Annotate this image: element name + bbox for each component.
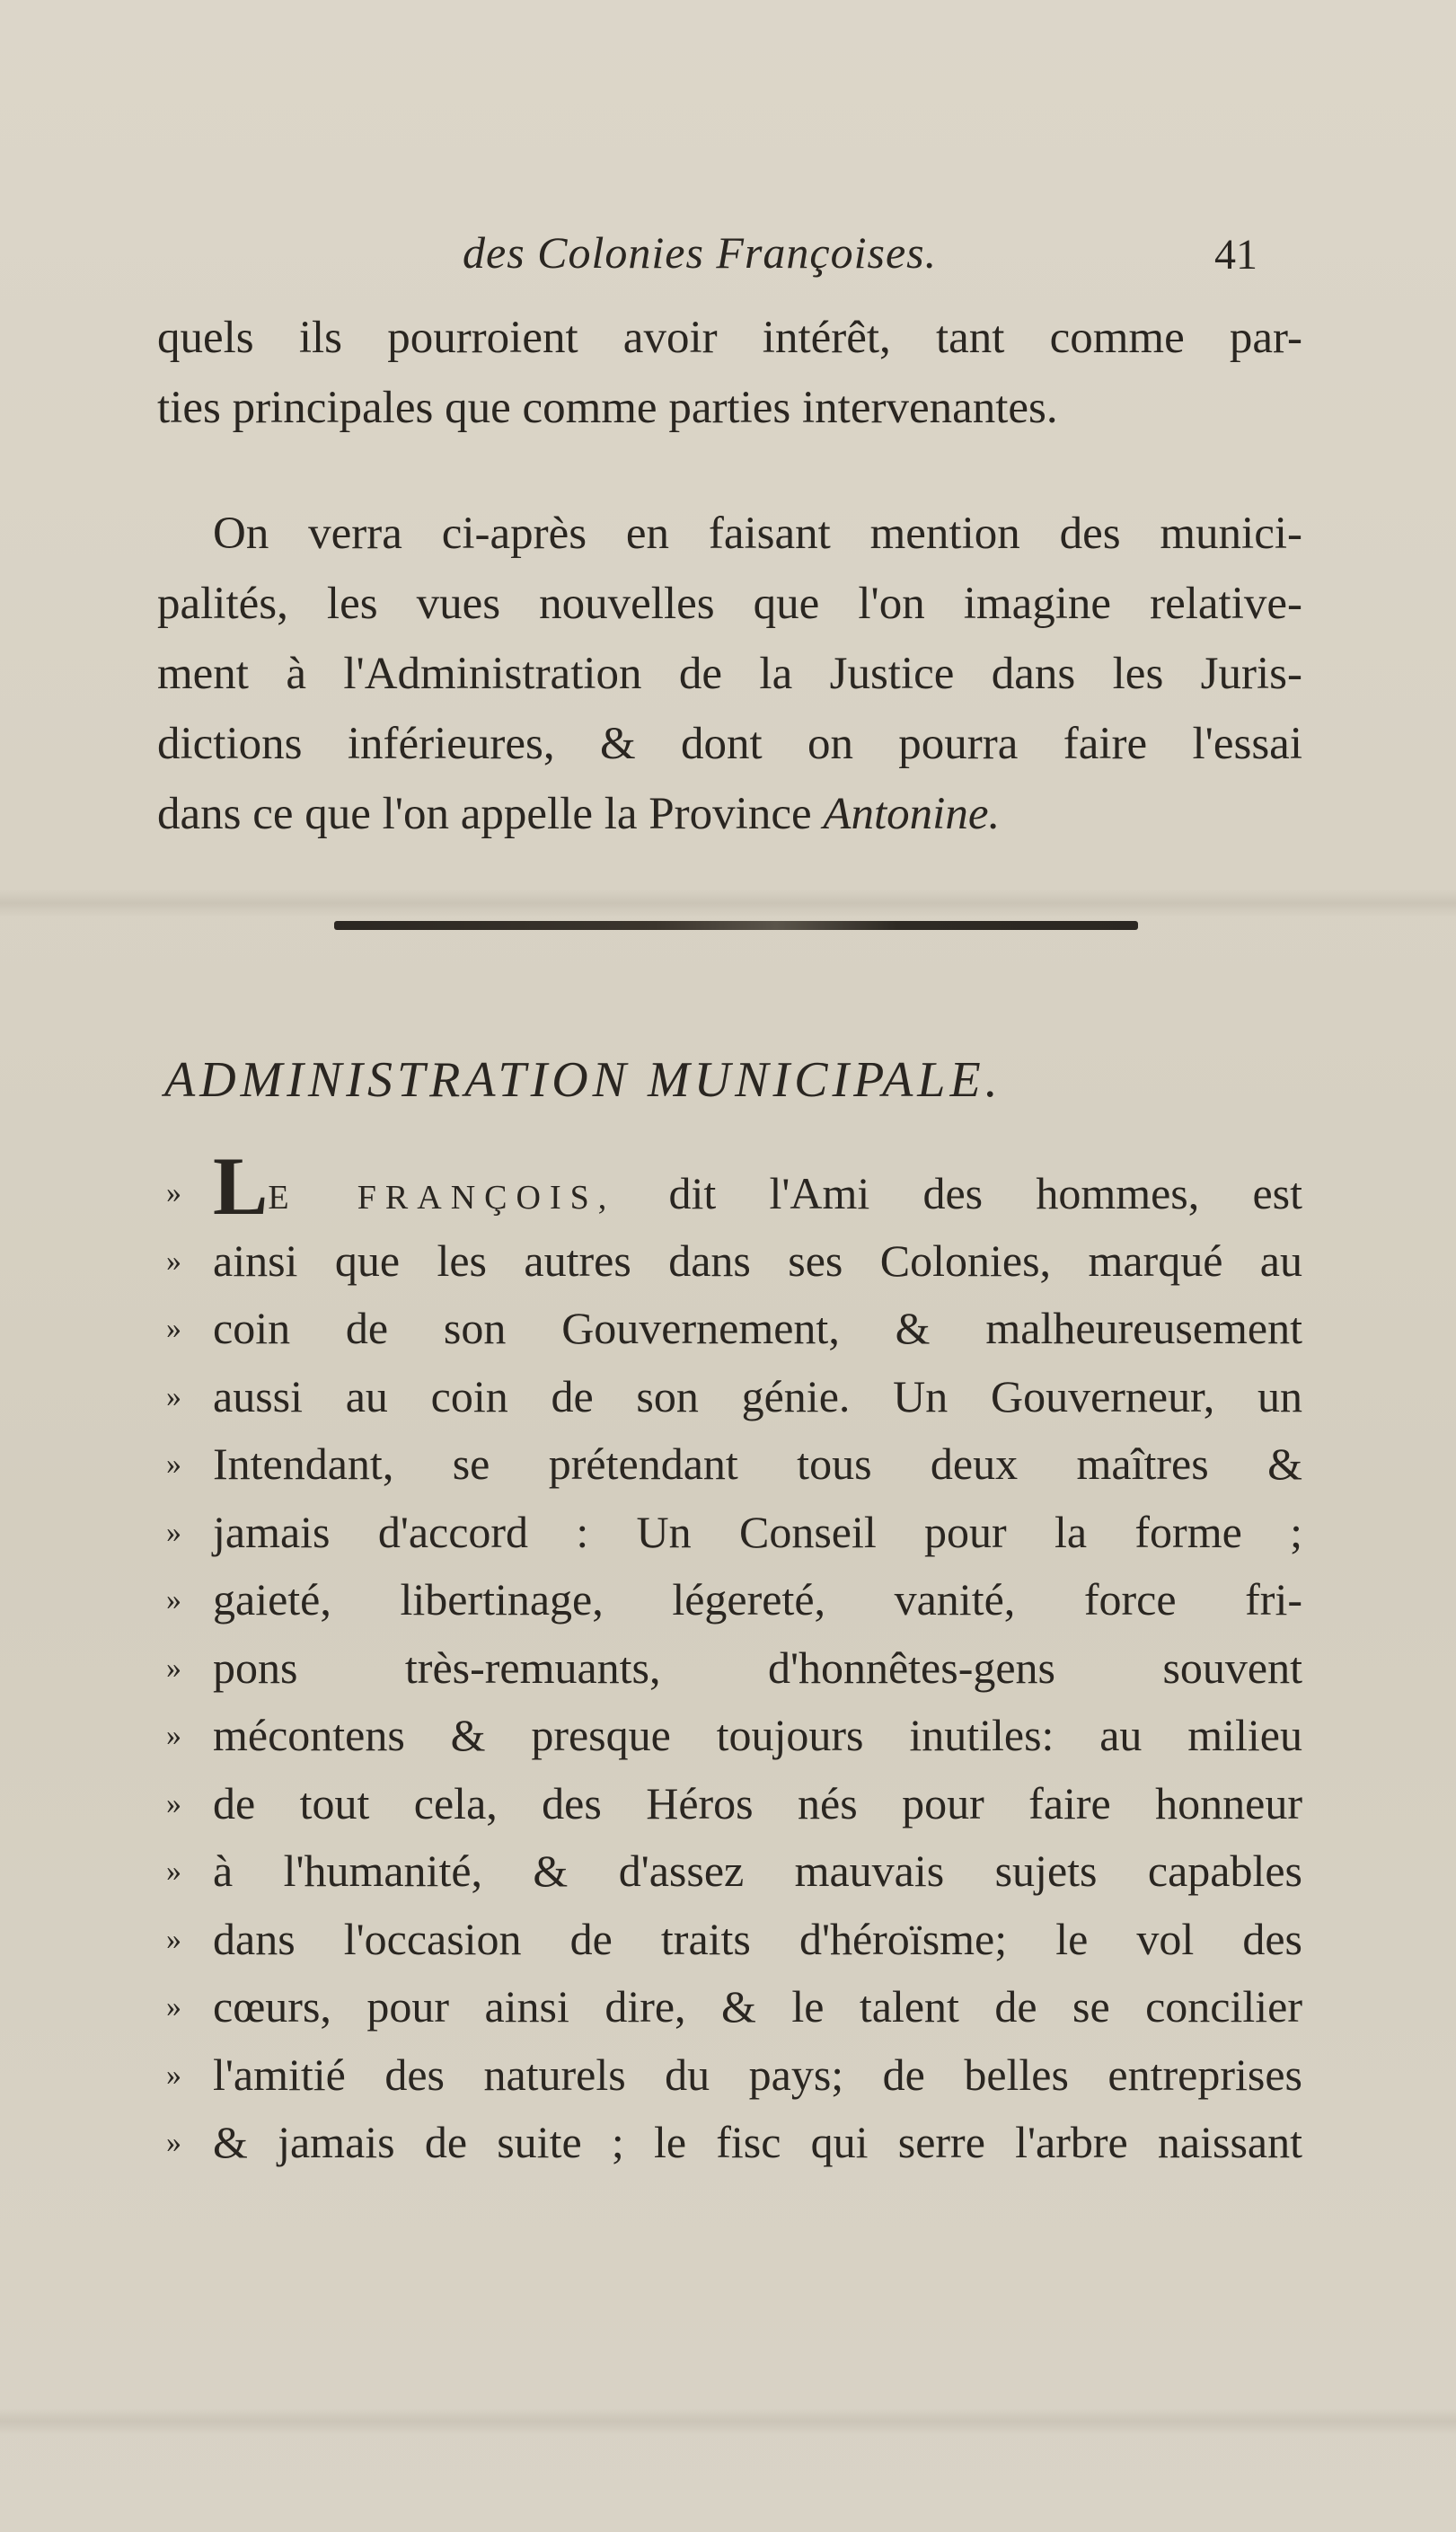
text-line: quels ils pourroient avoir intérêt, tant comme par-	[157, 313, 1302, 363]
quote-mark: »	[166, 1176, 181, 1209]
quote-mark: »	[166, 1786, 181, 1820]
text-line: palités, les vues nouvelles que l'on imagine relative-	[157, 579, 1302, 629]
text-line: ties principales que comme parties intervenantes.	[157, 383, 1058, 433]
quote-mark: »	[166, 2058, 181, 2092]
quote-line	[166, 1906, 1302, 1974]
quote-text: dans l'occasion de traits d'héroïsme; le vol des	[213, 1913, 1302, 1964]
section-divider-rule	[334, 921, 1138, 930]
quote-text: ainsi que les autres dans ses Colonies, marqué au	[213, 1235, 1302, 1286]
quote-mark: »	[166, 1379, 181, 1413]
page-fold-shadow-bottom	[0, 2408, 1456, 2435]
text-line: On verra ci-après en faisant mention des munici-	[213, 509, 1302, 559]
quote-text: coin de son Gouvernement, & malheureusement	[213, 1303, 1302, 1353]
quote-line	[166, 1702, 1302, 1770]
quote-text: l'amitié des naturels du pays; de belles entreprises	[213, 2049, 1302, 2100]
small-caps-text: E FRANÇOIS,	[268, 1179, 616, 1217]
quote-line	[166, 1430, 1302, 1499]
quote-line	[166, 1634, 1302, 1703]
drop-cap: L	[213, 1140, 269, 1232]
paragraph-municipalites	[157, 499, 1302, 849]
quote-text: aussi au coin de son génie. Un Gouverneur, un	[213, 1370, 1302, 1421]
quote-line	[166, 2109, 1302, 2177]
text-fragment: dit l'Ami des hommes, est	[615, 1168, 1303, 1218]
quote-mark: »	[166, 2126, 181, 2159]
quote-line	[166, 2041, 1302, 2110]
text-line-last	[157, 779, 1302, 849]
quote-mark: »	[166, 1447, 181, 1481]
quote-text: jamais d'accord : Un Conseil pour la forme ;	[213, 1506, 1302, 1557]
quote-text: gaieté, libertinage, légereté, vanité, force fri-	[213, 1574, 1302, 1625]
province-name: Antonine.	[823, 789, 1001, 839]
quote-line	[166, 1973, 1302, 2041]
quote-block	[166, 1140, 1303, 2177]
quote-line	[166, 1499, 1302, 1567]
quote-mark: »	[166, 1515, 181, 1549]
running-title: des Colonies Françoises.	[463, 227, 938, 278]
quote-mark: »	[166, 1244, 181, 1278]
paragraph-continued	[157, 303, 1302, 443]
quote-text: pons très-remuants, d'honnêtes-gens souvent	[213, 1642, 1302, 1693]
quote-line	[166, 1837, 1302, 1906]
text-line: ment à l'Administration de la Justice dans les Juris-	[157, 649, 1302, 699]
quote-text: de tout cela, des Héros nés pour faire honneur	[213, 1777, 1302, 1828]
quote-text: à l'humanité, & d'assez mauvais sujets capables	[213, 1846, 1302, 1896]
quote-mark: »	[166, 1719, 181, 1752]
quote-text: Intendant, se prétendant tous deux maîtres &	[213, 1439, 1302, 1489]
quote-mark: »	[166, 1922, 181, 1956]
quote-text: & jamais de suite ; le fisc qui serre l'arbre naissant	[213, 2117, 1302, 2167]
quote-mark: »	[166, 1312, 181, 1345]
quote-text: cœurs, pour ainsi dire, & le talent de se concilier	[213, 1981, 1302, 2032]
quote-mark: »	[166, 1990, 181, 2023]
text-fragment: dans ce que l'on appelle la Province	[157, 789, 824, 839]
quote-line	[166, 1770, 1302, 1838]
quote-mark: »	[166, 1651, 181, 1685]
page-fold-shadow	[0, 890, 1456, 916]
quote-mark: »	[166, 1583, 181, 1616]
running-head	[0, 226, 1456, 289]
section-title: ADMINISTRATION MUNICIPALE.	[164, 1052, 1002, 1108]
quote-line	[166, 1227, 1302, 1296]
quote-line	[166, 1566, 1302, 1634]
quote-text: mécontens & presque toujours inutiles: au milieu	[213, 1710, 1302, 1760]
quote-first-line	[166, 1140, 1303, 1232]
page-number: 41	[1214, 231, 1257, 279]
text-line: dictions inférieures, & dont on pourra faire l'essai	[157, 719, 1302, 769]
quote-mark: »	[166, 1855, 181, 1888]
quote-line	[166, 1295, 1302, 1363]
quote-line	[166, 1363, 1302, 1431]
